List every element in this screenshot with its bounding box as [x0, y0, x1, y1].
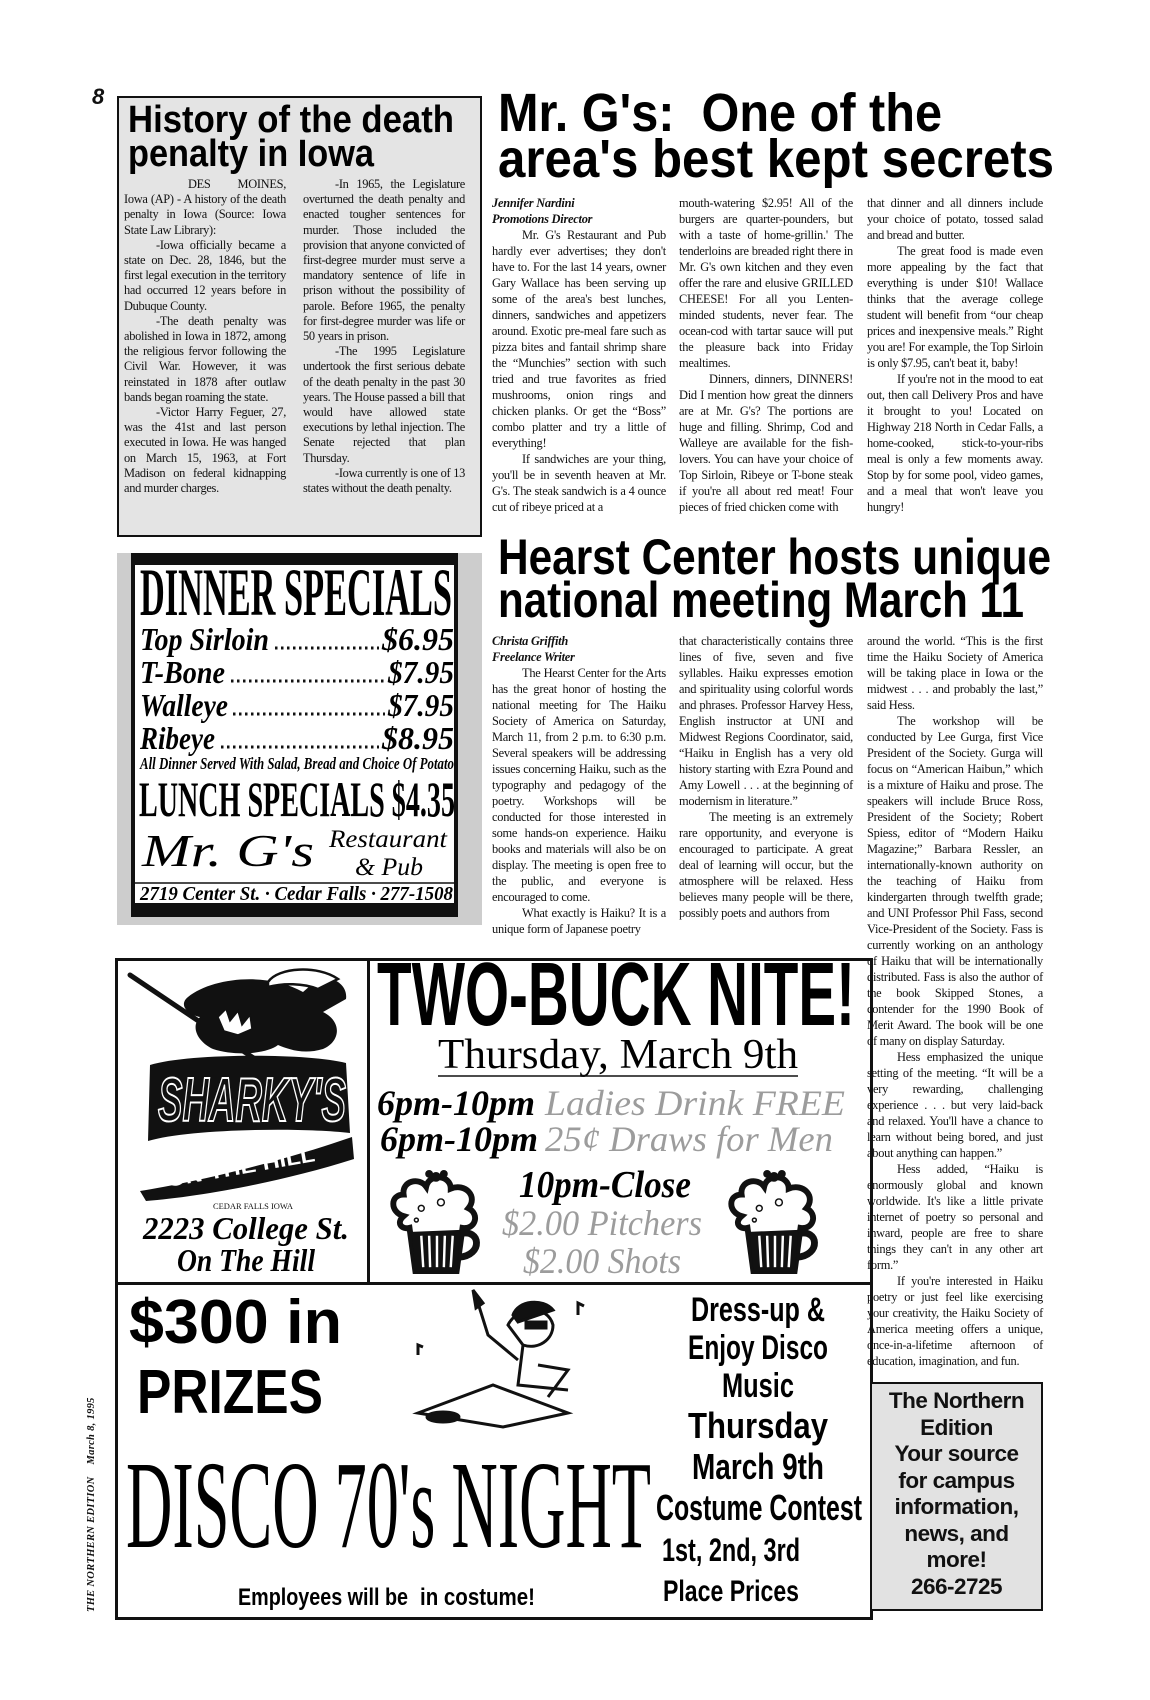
sharkys-ad — [118, 961, 367, 1282]
paragraph: DES MOINES, Iowa (AP) - A history of the death penalty in Iowa (Source: Iowa State Law Library): — [124, 177, 286, 237]
employees-text: in costume! — [420, 1584, 535, 1611]
paragraph: -The 1995 Legislature undertook the first serious debate of the death penalty in the past 30 years. The House passed a bill that would have allowed state executions by lethal injection. The Senate rejected that plan Thursday. — [303, 344, 465, 465]
disco-title: DISCO 70's NIGHT — [126, 1437, 651, 1575]
special-deal: 25¢ Draws for Men — [545, 1119, 833, 1159]
two-buck-nite-ad — [370, 961, 867, 1282]
issue-date: March 8, 1995 — [86, 1397, 97, 1465]
paragraph: What exactly is Haiku? It is a unique form of Japanese poetry — [492, 906, 666, 936]
menu-item-name: Top Sirloin — [140, 621, 269, 657]
menu-item-name: Walleye — [140, 687, 228, 723]
history-column-1 — [124, 177, 286, 496]
paragraph: Hess added, “Haiku is enormously global and known worldwide. It's like a little private internet of poetry so personal and inward, people are free to share things they can't in any other art form.” — [867, 1162, 1043, 1272]
mr-g-headline — [492, 78, 1057, 190]
paragraph: -Iowa officially became a state on Dec. 28, 1846, but the first legal execution in the territory had occurred 12 years before in Dubuque County. — [124, 237, 286, 313]
paragraph: -Victor Harry Feguer, 27, was the 41st and last person executed in Iowa. He was hanged on March 15, 1963, at Fort Madison on federal kidnapping and murder charges. — [124, 405, 286, 496]
menu-item-price: $7.95 — [387, 654, 454, 690]
special-deal: Ladies Drink FREE — [543, 1083, 846, 1123]
dress-up-text: Enjoy Disco — [688, 1329, 828, 1367]
history-headline-line1: History of the death — [128, 99, 454, 141]
menu-item-price: $6.95 — [381, 621, 454, 657]
hearst-headline-line1: Hearst Center hosts unique — [498, 532, 1051, 585]
sharkys-location-text: CEDAR FALLS IOWA — [213, 1202, 294, 1211]
special-time: 10pm-Close — [519, 1164, 692, 1206]
special-time: 6pm-10pm — [377, 1083, 535, 1123]
places-text: Place Prices — [663, 1575, 799, 1608]
paragraph: around the world. “This is the first time the Haiku Society of America will be taking place in Iowa or the midwest . . . and probably the last,” said Hess. — [867, 634, 1043, 712]
prizes-label: PRIZES — [137, 1358, 323, 1427]
menu-item-price: $8.95 — [381, 720, 454, 756]
sharkys-logo-text: SHARKY'S — [158, 1066, 346, 1135]
paragraph: that dinner and all dinners include your choice of potato, tossed salad and bread and butter. — [867, 196, 1043, 242]
sharkys-logo — [130, 970, 354, 1211]
page-number: 8 — [92, 84, 105, 109]
mr-g-column-3 — [867, 195, 1043, 515]
dinner-note: All Dinner Served With Salad, Bread and Choice Of Potato — [139, 754, 455, 773]
special-time: 6pm-10pm — [380, 1119, 538, 1159]
dinner-specials-ad — [117, 553, 482, 925]
history-article-box — [117, 96, 482, 537]
beer-mug-icon — [731, 1170, 814, 1271]
paragraph: -Iowa currently is one of 13 states without the death penalty. — [303, 465, 465, 496]
restaurant-label: Restaurant — [327, 826, 449, 853]
promo-line: news, and — [904, 1520, 1009, 1546]
hearst-column-2 — [679, 633, 853, 921]
special-deal: $2.00 Pitchers — [502, 1203, 702, 1243]
hearst-column-3 — [867, 633, 1043, 1369]
menu-item-name: T-Bone — [140, 654, 225, 690]
paragraph: -In 1965, the Legislature overturned the death penalty and enacted tougher sentences for murder. Those included the provision that anyone convicted of first-degree murder must serve a mandatory sentence of life in prison without the possibility of parole. Before 1965, the penalty for first-degree murder was life or 50 years in prison. — [303, 177, 465, 344]
menu-item-name: Ribeye — [139, 720, 215, 756]
employees-text: Employees will be — [238, 1584, 408, 1611]
paragraph: -The death penalty was abolished in Iowa in 1872, among the religious fervor following the Civil War. However, it was reinstated in 1878 after outlaw bands began roaming the state. — [124, 313, 286, 404]
promo-phone: 266-2725 — [910, 1573, 1003, 1599]
author-title: Freelance Writer — [492, 650, 575, 664]
author-title: Promotions Director — [492, 212, 593, 226]
paragraph: The meeting is an extremely rare opportunity, and everyone is encouraged to participate. A great deal of learning will occur, but the atmosphere will be relaxed. Hess believes many people will be there, possibly poets and authors from — [679, 810, 853, 920]
promo-line: for campus — [898, 1467, 1015, 1493]
hearst-headline-line2: national meeting March 11 — [498, 572, 1024, 628]
disco-date: Thursday — [688, 1405, 828, 1446]
promo-line: Your source — [894, 1441, 1019, 1466]
hearst-headline — [492, 532, 1057, 632]
paragraph: mouth-watering $2.95! All of the burgers are quarter-pounders, but with a taste of home-grillin.' The tenderloins are breaded right there in Mr. G's own kitchen and they even offer the rare and elusive GRILLED CHEESE! For all you Lenten-minded students, never fear. The ocean-cod with tartar sauce will put the pleasure back into Friday mealtimes. — [679, 196, 853, 370]
event-date: Thursday, March 9th — [438, 1032, 798, 1078]
paragraph: The workshop will be conducted by Lee Gurga, first Vice President of the Society. Gurga will focus on “American Haibun,” which is a mixture of Haiku and prose. The speakers will include Bruce Ross, President of the Society; Robert Spiess, editor of “Modern Haiku Magazine;” Barbara Ressler, an internationally-known authority on the teaching of Haiku from kindergarten through twelfth grade; and UNI Professor Phil Fass, second Vice-President of the Society. Fass is currently working on an anthology of Haiku that will be internationally distributed. Fass is also the author of the book Skipped Stones, a contender for the 1990 Book of Merit Award. The book will be one of many on display Saturday. — [867, 714, 1043, 1048]
beer-mug-icon — [393, 1170, 476, 1271]
places-text: 1st, 2nd, 3rd — [662, 1532, 800, 1568]
hearst-column-1 — [492, 633, 666, 937]
costume-contest: Costume Contest — [656, 1487, 862, 1528]
dress-up-text: Music — [722, 1367, 794, 1405]
menu-item-price: $7.95 — [387, 687, 454, 723]
mr-g-logo-text: Mr. G's — [140, 825, 314, 876]
paragraph: The Hearst Center for the Arts has the great honor of hosting the national meeting for The Haiku Society of America on Saturday, March 11, from 2 p.m. to 6:30 p.m. Several speakers will be addressing issues concerning Haiku, such as the typography and pedagogy of the poetry. Workshops will be conducted for those interested in some hands-on experience. Haiku books and materials will also be on display. The meeting is open free to the public, and everyone is encouraged to come. — [492, 666, 666, 904]
author-name: Christa Griffith — [492, 634, 568, 648]
prizes-amount: $300 in — [129, 1288, 342, 1357]
pub-label: & Pub — [355, 854, 423, 881]
history-column-2 — [303, 177, 465, 496]
paragraph: If you're not in the mood to eat out, then call Delivery Pros and have it brought to you! Located on Highway 218 North in Cedar Falls, a home-cooked, stick-to-your-ribs meal is only a few moments away. Stop by for some pool, video games, and a meal that won't leave you hungry! — [867, 372, 1043, 514]
promo-line: information, — [894, 1494, 1019, 1519]
northern-edition-promo-box — [870, 1382, 1043, 1611]
sharkys-banner-text: ON THE HILL — [165, 1148, 293, 1192]
disco-dancer-icon — [418, 1290, 584, 1427]
author-name: Jennifer Nardini — [492, 196, 575, 210]
restaurant-address: 2719 Center St. · Cedar Falls · 277-1508 — [139, 883, 453, 905]
promo-line: Edition — [920, 1414, 993, 1440]
paragraph: If you're interested in Haiku poetry or just feel like exercising your creativity, the Haiku Society of America meeting offers a unique, once-in-a-lifetime afternoon of education, imagination, and fun. — [867, 1274, 1043, 1368]
two-buck-title: TWO-BUCK NITE! — [377, 961, 855, 1045]
promo-line: more! — [926, 1547, 987, 1572]
page-footer — [86, 1397, 97, 1612]
special-deal: $2.00 Shots — [523, 1241, 681, 1281]
publication-name: THE NORTHERN EDITION — [86, 1476, 97, 1612]
mr-g-headline-line1: Mr. G's: One of the — [498, 83, 942, 143]
disco-night-ad — [118, 1285, 867, 1614]
disco-date: March 9th — [692, 1446, 824, 1487]
paragraph: Hess emphasized the unique setting of the meeting. “It will be a very rewarding, challenging experience . . . but very laid-back and relaxed. You'll have a chance to learn without being bored, and just about anything can happen.” — [867, 1050, 1043, 1160]
promo-line: The Northern — [888, 1388, 1025, 1413]
history-headline-line2: penalty in Iowa — [128, 133, 375, 175]
paragraph: The great food is made even more appealing by the fact that everything is under $10! Wallace thinks that the average college student will benefit from “our cheap prices and inexpensive meals.” Right you are! For example, the Top Sirloin is only $7.95, can't beat it, baby! — [867, 244, 1043, 370]
history-headline — [119, 98, 480, 178]
paragraph: Dinners, dinners, DINNERS! Did I mention how great the dinners are at Mr. G's? The portions are huge and filling. Shrimp, Cod and Walleye are available for the fish-lovers. You can have your choice of Top Sirloin, Ribeye or T-bone steak if you're all about red meat! Four pieces of fried chicken come with — [679, 372, 853, 514]
mr-g-column-2 — [679, 195, 853, 515]
mr-g-headline-line2: area's best kept secrets — [498, 129, 1054, 189]
paragraph: Mr. G's Restaurant and Pub hardly ever advertises; they don't have to. For the last 14 years, owner Gary Wallace has been serving up some of the area's best lunches, dinners, sandwiches and appetizers around. Exotic pre-meal fare such as pizza bites and fantail shrimp share the “Munchies” section with such tried and true favorites as fried mushrooms, onion rings and chicken planks. Or get the “Boss” combo platter and try a little of everything! — [492, 228, 666, 450]
mr-g-column-1 — [492, 195, 666, 515]
lunch-specials: LUNCH SPECIALS $4.35 — [139, 771, 455, 827]
dress-up-text: Dress-up & — [691, 1291, 825, 1329]
sharkys-location: On The Hill — [177, 1242, 316, 1278]
paragraph: If sandwiches are your thing, you'll be in seventh heaven at Mr. G's. The steak sandwich is a 4 ounce cut of ribeye priced at a — [492, 452, 666, 514]
shark-icon — [184, 978, 346, 1053]
sharkys-address: 2223 College St. — [142, 1210, 349, 1246]
paragraph: that characteristically contains three lines of five, seven and five syllables. Haiku expresses emotion and spirituality using colorful words and phrases. Professor Harvey Hess, English instructor at UNI and Midwest Regions Coordinator, said, “Haiku in English has a very old history starting with Ezra Pound and Amy Lowell . . . at the beginning of modernism in literature.” — [679, 634, 853, 808]
dinner-specials-title: DINNER SPECIALS — [140, 554, 452, 630]
